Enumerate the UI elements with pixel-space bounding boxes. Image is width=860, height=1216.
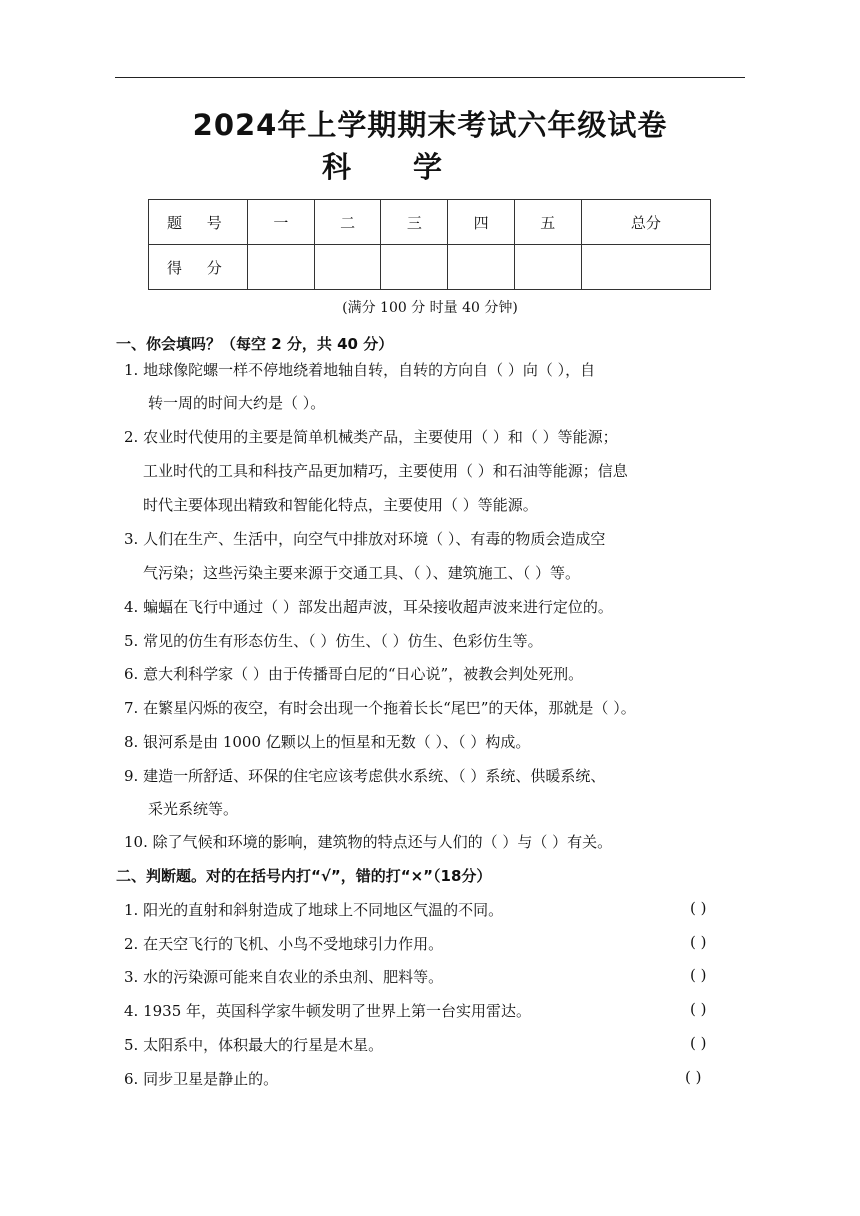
- score-cell-blank: [514, 245, 581, 290]
- answer-blank: ( ): [690, 966, 707, 984]
- question-line: 时代主要体现出精致和智能化特点，主要使用（ ）等能源。: [143, 496, 538, 514]
- question-line: 4. 蝙蝠在飞行中通过（ ）部发出超声波，耳朵接收超声波来进行定位的。: [124, 598, 613, 616]
- question-line: 6. 意大利科学家（ ）由于传播哥白尼的“日心说”，被教会判处死刑。: [124, 665, 584, 683]
- judge-item: 4. 1935 年，英国科学家牛顿发明了世界上第一台实用雷达。: [124, 1002, 532, 1020]
- question-line: 7. 在繁星闪烁的夜空，有时会出现一个拖着长长“尾巴”的天体，那就是（ ）。: [124, 699, 636, 717]
- judge-item: 5. 太阳系中，体积最大的行星是木星。: [124, 1036, 384, 1054]
- score-cell-header: 一: [248, 200, 315, 245]
- question-line: 工业时代的工具和科技产品更加精巧，主要使用（ ）和石油等能源；信息: [143, 462, 628, 480]
- answer-blank: ( ): [690, 933, 707, 951]
- score-cell-blank: [248, 245, 315, 290]
- score-table-score-row: [149, 245, 711, 290]
- score-cell-blank: [381, 245, 448, 290]
- score-cell-blank: [314, 245, 381, 290]
- question-line: 1. 地球像陀螺一样不停地绕着地轴自转，自转的方向自（ ）向（ ），自: [124, 361, 596, 379]
- judge-item: 3. 水的污染源可能来自农业的杀虫剂、肥料等。: [124, 968, 444, 986]
- judge-item: 1. 阳光的直射和斜射造成了地球上不同地区气温的不同。: [124, 901, 504, 919]
- answer-blank: ( ): [690, 1000, 707, 1018]
- exam-note: (满分 100 分 时量 40 分钟): [342, 300, 518, 316]
- answer-blank: ( ): [685, 1068, 702, 1086]
- question-line: 10. 除了气候和环境的影响，建筑物的特点还与人们的（ ）与（ ）有关。: [124, 833, 613, 851]
- top-rule: [115, 77, 745, 78]
- score-cell-header: 二: [314, 200, 381, 245]
- section1-heading: 一、你会填吗？（每空 2 分，共 40 分）: [116, 335, 394, 353]
- exam-title: 2024年上学期期末考试六年级试卷: [192, 108, 668, 142]
- score-cell-header: 题 号: [149, 200, 248, 245]
- score-row-label: 得 分: [149, 245, 248, 290]
- answer-blank: ( ): [690, 899, 707, 917]
- score-cell-blank: [581, 245, 710, 290]
- question-line: 气污染；这些污染主要来源于交通工具、（ ）、建筑施工、（ ）等。: [143, 564, 581, 582]
- score-table: [148, 199, 711, 290]
- score-table-header-row: [149, 200, 711, 245]
- question-line: 转一周的时间大约是（ ）。: [148, 394, 326, 412]
- score-cell-header: 四: [448, 200, 515, 245]
- question-line: 2. 农业时代使用的主要是简单机械类产品，主要使用（ ）和（ ）等能源；: [124, 428, 618, 446]
- score-cell-header: 五: [514, 200, 581, 245]
- subject-title: 科学: [322, 150, 505, 184]
- question-line: 采光系统等。: [148, 800, 239, 818]
- score-cell-blank: [448, 245, 515, 290]
- question-line: 5. 常见的仿生有形态仿生、（ ）仿生、（ ）仿生、色彩仿生等。: [124, 632, 543, 650]
- question-line: 8. 银河系是由 1000 亿颗以上的恒星和无数（ ）、（ ）构成。: [124, 733, 531, 751]
- section2-heading: 二、判断题。对的在括号内打“√”，错的打“×”（18分）: [116, 867, 492, 885]
- question-line: 3. 人们在生产、生活中，向空气中排放对环境（ ）、有毒的物质会造成空: [124, 530, 606, 548]
- question-line: 9. 建造一所舒适、环保的住宅应该考虑供水系统、（ ）系统、供暖系统、: [124, 767, 606, 785]
- score-cell-header: 三: [381, 200, 448, 245]
- judge-item: 6. 同步卫星是静止的。: [124, 1070, 279, 1088]
- score-cell-header: 总分: [581, 200, 710, 245]
- judge-item: 2. 在天空飞行的飞机、小鸟不受地球引力作用。: [124, 935, 444, 953]
- answer-blank: ( ): [690, 1034, 707, 1052]
